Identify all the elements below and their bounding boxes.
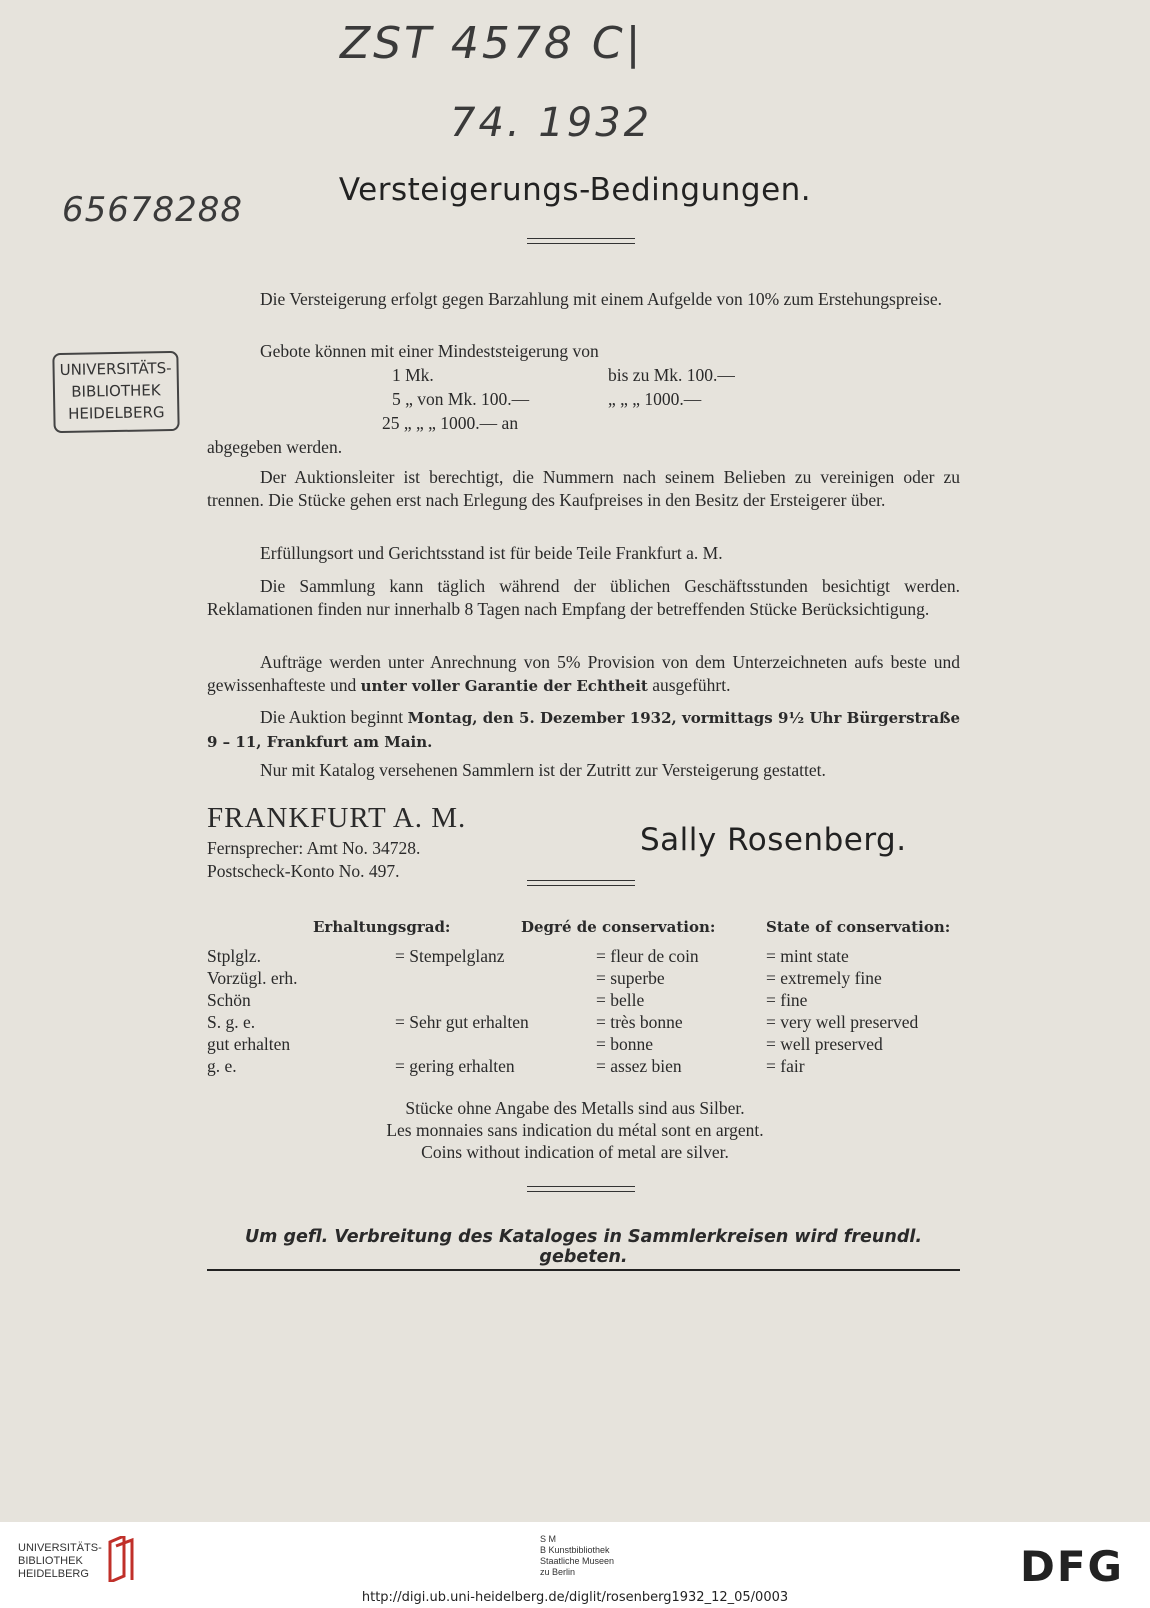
- kb-line-4: zu Berlin: [540, 1567, 576, 1577]
- library-stamp: [52, 351, 179, 433]
- contact-phone: Fernsprecher: Amt No. 34728.: [207, 838, 421, 858]
- dfg-logo[interactable]: DFG: [1020, 1542, 1125, 1591]
- cell-fr: = très bonne: [596, 1012, 683, 1032]
- stamp-line-1: UNIVERSITÄTS-: [59, 359, 172, 379]
- contact-city: FRANKFURT A. M.: [207, 802, 467, 834]
- stamp-line-3: HEIDELBERG: [68, 403, 165, 423]
- ub-mark-icon: [106, 1536, 138, 1582]
- handwritten-id-number: 65678288: [62, 190, 244, 230]
- paragraph-auction-date: [207, 706, 960, 754]
- cell-abbr: g. e.: [207, 1056, 237, 1076]
- cell-fr: = belle: [596, 990, 645, 1010]
- cell-en: = well preserved: [766, 1034, 883, 1054]
- auction-date-intro: Die Auktion beginnt: [260, 707, 404, 727]
- table-row: [0, 990, 1150, 1012]
- paragraph-jurisdiction: Erfüllungsort und Gerichtsstand ist für beide Teile Frankfurt a. M.: [260, 543, 723, 563]
- cell-en: = mint state: [766, 946, 849, 966]
- cell-abbr: gut erhalten: [207, 1034, 291, 1054]
- header-degre: Degré de conservation:: [521, 918, 716, 936]
- ub-logo-line-2: BIBLIOTHEK: [18, 1555, 83, 1567]
- cell-abbr: Stplglz.: [207, 946, 261, 966]
- paragraph-bids-end: abgegeben werden.: [207, 437, 343, 457]
- contact-divider: [527, 880, 635, 886]
- cell-de: = Sehr gut erhalten: [395, 1012, 529, 1032]
- kb-line-1: S M: [540, 1534, 557, 1544]
- cell-fr: = superbe: [596, 968, 665, 988]
- cell-fr: = fleur de coin: [596, 946, 699, 966]
- handwritten-year: 74. 1932: [450, 100, 653, 146]
- title-divider: [527, 238, 635, 244]
- page-title: Versteigerungs-Bedingungen.: [338, 172, 812, 208]
- header-erhaltungsgrad: Erhaltungsgrad:: [313, 918, 451, 936]
- ub-logo-line-3: HEIDELBERG: [18, 1568, 89, 1580]
- cell-de: = Stempelglanz: [395, 946, 505, 966]
- commissions-text: Aufträge werden unter Anrechnung von 5% Provision von dem Unterzeichneten aufs beste und gewissenhafteste und: [207, 652, 960, 695]
- cell-abbr: S. g. e.: [207, 1012, 256, 1032]
- metal-note-fr: Les monnaies sans indication du métal sont en argent.: [386, 1120, 764, 1140]
- metal-note-divider: [527, 1186, 635, 1192]
- metal-note-en: Coins without indication of metal are silver.: [421, 1142, 729, 1162]
- cell-fr: = assez bien: [596, 1056, 682, 1076]
- ub-heidelberg-logo[interactable]: [18, 1542, 102, 1581]
- paragraph-admission: Nur mit Katalog versehenen Sammlern ist der Zutritt zur Versteigerung gestattet.: [260, 760, 826, 780]
- paragraph-payment: Die Versteigerung erfolgt gegen Barzahlung mit einem Aufgelde von 10% zum Erstehungspreise.: [260, 289, 942, 309]
- paragraph-bids: Gebote können mit einer Mindeststeigerung von: [260, 341, 599, 361]
- table-row: [0, 946, 1150, 968]
- signature: Sally Rosenberg.: [640, 822, 907, 858]
- closing-notice: Um gefl. Verbreitung des Kataloges in Sammlerkreisen wird freundl. gebeten.: [207, 1227, 960, 1271]
- table-row: [0, 1034, 1150, 1056]
- kunstbibliothek-logo[interactable]: [540, 1534, 614, 1578]
- metal-note-de: Stücke ohne Angabe des Metalls sind aus Silber.: [405, 1098, 745, 1118]
- increment-2-a: 5 „ von Mk. 100.—: [392, 389, 530, 409]
- cell-en: = fair: [766, 1056, 805, 1076]
- cell-abbr: Vorzügl. erh.: [207, 968, 298, 988]
- cell-fr: = bonne: [596, 1034, 654, 1054]
- paragraph-viewing: Die Sammlung kann täglich während der üblichen Geschäftsstunden besichtigt werden. Reklamationen finden nur innerhalb 8 Tagen nach Empfang der betreffenden Stücke Berücksichtigung.: [207, 576, 960, 619]
- cell-de: = gering erhalten: [395, 1056, 515, 1076]
- cell-abbr: Schön: [207, 990, 251, 1010]
- ub-logo-line-1: UNIVERSITÄTS-: [18, 1542, 102, 1554]
- commissions-guarantee: unter voller Garantie der Echtheit: [360, 677, 648, 695]
- paragraph-commissions: [207, 651, 960, 698]
- commissions-end: ausgeführt.: [652, 675, 731, 695]
- increment-1-a: 1 Mk.: [392, 365, 434, 385]
- header-state: State of conservation:: [766, 918, 951, 936]
- table-row: [0, 1012, 1150, 1034]
- increment-1-c: bis zu Mk. 100.—: [608, 365, 735, 385]
- cell-en: = fine: [766, 990, 808, 1010]
- kb-line-2: B Kunstbibliothek: [540, 1545, 610, 1555]
- contact-postscheck: Postscheck-Konto No. 497.: [207, 861, 400, 881]
- table-row: [0, 1056, 1150, 1078]
- increment-2-c: „ „ „ 1000.—: [608, 389, 702, 409]
- footer-bar: [0, 1522, 1150, 1608]
- stamp-line-2: BIBLIOTHEK: [71, 381, 161, 401]
- handwritten-call-number: ZST 4578 C|: [340, 18, 644, 69]
- paragraph-auctioneer: Der Auktionsleiter ist berechtigt, die Nummern nach seinem Belieben zu vereinigen oder zu trennen. Die Stücke gehen erst nach Erlegung des Kaufpreises in den Besitz der Ersteigerer über.: [207, 467, 960, 510]
- table-row: [0, 968, 1150, 990]
- increment-3-a: 25 „ „ „ 1000.— an: [382, 413, 519, 433]
- cell-en: = extremely fine: [766, 968, 882, 988]
- source-url-link[interactable]: http://digi.ub.uni-heidelberg.de/diglit/rosenberg1932_12_05/0003: [361, 1590, 789, 1605]
- cell-en: = very well preserved: [766, 1012, 919, 1032]
- kb-line-3: Staatliche Museen: [540, 1556, 615, 1566]
- auction-date-details: Montag, den 5. Dezember 1932, vormittags 9½ Uhr Bürgerstraße 9 – 11, Frankfurt am Main.: [207, 709, 961, 751]
